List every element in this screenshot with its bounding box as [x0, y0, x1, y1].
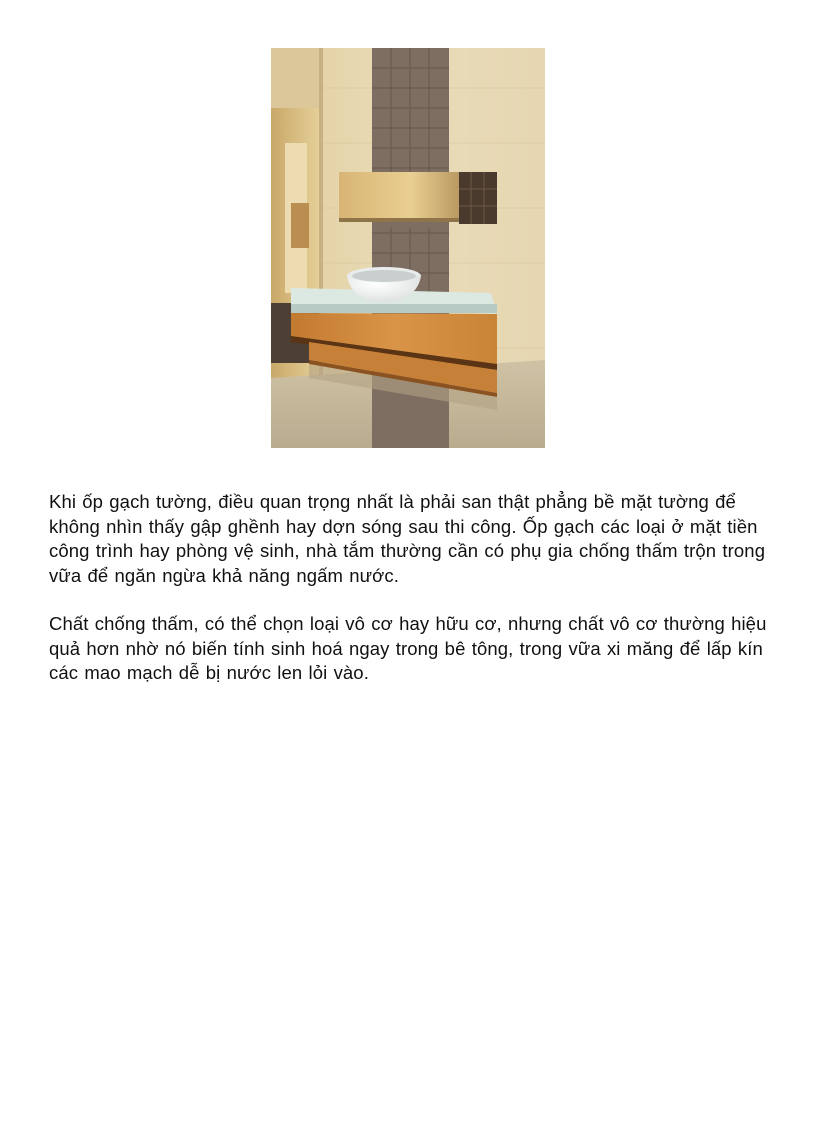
basin-inner: [352, 270, 416, 282]
paragraph-waterproofing: Chất chống thấm, có thể chọn loại vô cơ hay hữu cơ, nhưng chất vô cơ thường hiệu quả hơn nhờ nó biến tính sinh hoá ngay trong bê tông, trong vữa xi măng để lấp kín các mao mạch dễ bị nước len lỏi vào.: [49, 613, 767, 683]
countertop-edge: [291, 304, 497, 313]
bathroom-illustration: [271, 48, 545, 448]
mirror-edge: [339, 218, 459, 222]
mirror-cabinet: [339, 172, 459, 222]
bathroom-vanity-photo: [271, 48, 545, 448]
paragraph-tiling-tips: Khi ốp gạch tường, điều quan trọng nhất là phải san thật phẳng bề mặt tường để không nhìn thấy gập ghềnh hay dợn sóng sau thi công. Ốp gạch các loại ở mặt tiền công trình hay phòng vệ sinh, nhà tắm thường cần có phụ gia chống thấm trộn trong vữa để ngăn ngừa khả năng ngấm nước.: [49, 491, 766, 586]
ceiling-corner: [271, 48, 319, 108]
shelf-niche: [291, 203, 309, 248]
article-body: [49, 490, 779, 686]
dark-tile-panel: [459, 172, 497, 224]
